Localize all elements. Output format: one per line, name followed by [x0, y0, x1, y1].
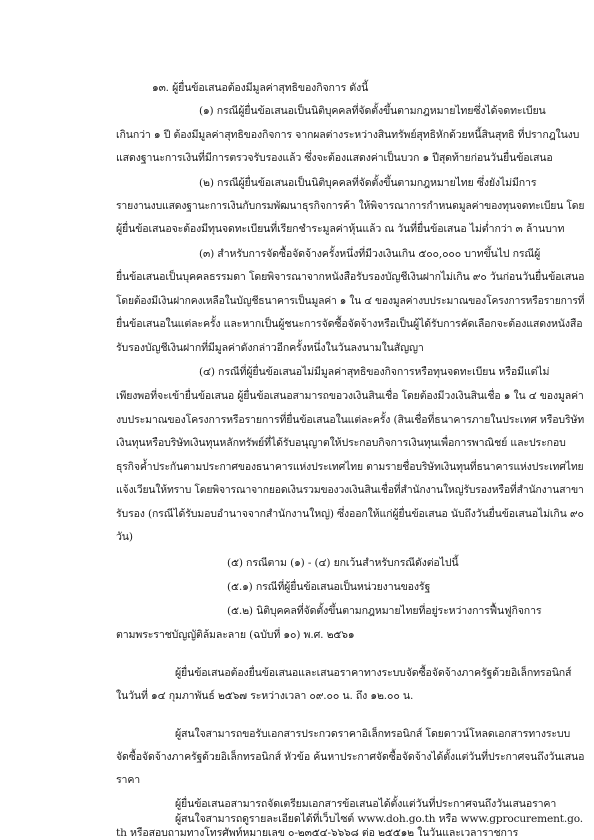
clause-4-line-5: ธุรกิจค้ำประกันตามประกาศของธนาคารแห่งประเทศไทย ตามรายชื่อบริษัทเงินทุนที่ธนาคารแห่งประเทศไทย: [116, 461, 584, 473]
clause-4-line-3: งบประมาณของโครงการหรือรายการที่ยื่นข้อเสนอในแต่ละครั้ง (สินเชื่อที่ธนาคารภายในประเทศ หรือบริษัท: [116, 414, 585, 426]
clause-5-1: (๕.๑) กรณีที่ผู้ยื่นข้อเสนอเป็นหน่วยงานของรัฐ: [227, 581, 431, 593]
clause-2-line-2: รายงานงบแสดงฐานะการเงินกับกรมพัฒนาธุรกิจการค้า ให้พิจารณาการกำหนดมูลค่าของทุนจดทะเบียน โดย: [116, 200, 585, 212]
clause-2-line-1: (๒) กรณีผู้ยื่นข้อเสนอเป็นนิติบุคคลที่จัดตั้งขึ้นตามกฎหมายไทย ซึ่งยังไม่มีการ: [199, 177, 537, 189]
clause-1-line-3: แสดงฐานะการเงินที่มีการตรวจรับรองแล้ว ซึ่งจะต้องแสดงค่าเป็นบวก ๑ ปีสุดท้ายก่อนวันยื่นข้อเสนอ: [116, 152, 553, 164]
clause-4-line-8: วัน): [116, 531, 133, 543]
clause-1-line-1: (๑) กรณีผู้ยื่นข้อเสนอเป็นนิติบุคคลที่จัดตั้งขึ้นตามกฎหมายไทยซึ่งได้จดทะเบียน: [199, 105, 546, 117]
clause-3-line-4: ยื่นข้อเสนอในแต่ละครั้ง และหากเป็นผู้ชนะการจัดซื้อจัดจ้างหรือเป็นผู้ได้รับการคัดเลือกจะต้องแสดงหนังสือ: [116, 318, 583, 330]
clause-4-line-2: เพียงพอที่จะเข้ายื่นข้อเสนอ ผู้ยื่นข้อเสนอสามารถขอวงเงินสินเชื่อ โดยต้องมีวงเงินสินเชื่อ ๑ ใน ๔ ของมูลค่า: [116, 390, 584, 402]
clause-4-line-4: เงินทุนหรือบริษัทเงินทุนหลักทรัพย์ที่ได้รับอนุญาตให้ประกอบกิจการเงินทุนเพื่อการพาณิชย์ และประกอบ: [116, 437, 566, 449]
preparation-note: ผู้ยื่นข้อเสนอสามารถจัดเตรียมเอกสารข้อเสนอได้ตั้งแต่วันที่ประกาศจนถึงวันเสนอราคา: [175, 798, 557, 810]
clause-4-line-7: รับรอง (กรณีได้รับมอบอำนาจจากสำนักงานใหญ่) ซึ่งออกให้แก่ผู้ยื่นข้อเสนอ นับถึงวันยื่นข้อเสนอไม่เกิน ๙๐: [116, 508, 584, 520]
clause-2-line-3: ผู้ยื่นข้อเสนอจะต้องมีทุนจดทะเบียนที่เรียกชำระมูลค่าหุ้นแล้ว ณ วันที่ยื่นข้อเสนอ ไม่ต่ำกว่า ๓ ล้านบาท: [116, 223, 565, 235]
clause-5-line-1: (๕) กรณีตาม (๑) - (๔) ยกเว้นสำหรับกรณีดังต่อไปนี้: [227, 557, 459, 569]
submission-line-2: ในวันที่ ๑๔ กุมภาพันธ์ ๒๕๖๗ ระหว่างเวลา ๐๙.๐๐ น. ถึง ๑๒.๐๐ น.: [116, 690, 414, 702]
section-heading: ๑๓. ผู้ยื่นข้อเสนอต้องมีมูลค่าสุทธิของกิจการ ดังนี้: [152, 82, 369, 94]
clause-3-line-2: ยื่นข้อเสนอเป็นบุคคลธรรมดา โดยพิจารณาจากหนังสือรับรองบัญชีเงินฝากไม่เกิน ๙๐ วันก่อนวันยื่นข้อเสนอ: [116, 271, 585, 283]
clause-3-line-3: โดยต้องมีเงินฝากคงเหลือในบัญชีธนาคารเป็นมูลค่า ๑ ใน ๔ ของมูลค่างบประมาณของโครงการหรือรายการที่: [116, 295, 585, 307]
clause-4-line-6: แจ้งเวียนให้ทราบ โดยพิจารณาจากยอดเงินรวมของวงเงินสินเชื่อที่สำนักงานใหญ่รับรองหรือที่สำนักงานสาขา: [116, 484, 584, 496]
clause-4-line-1: (๔) กรณีที่ผู้ยื่นข้อเสนอไม่มีมูลค่าสุทธิของกิจการหรือทุนจดทะเบียน หรือมีแต่ไม่: [199, 366, 550, 378]
submission-line-1: ผู้ยื่นข้อเสนอต้องยื่นข้อเสนอและเสนอราคาทางระบบจัดซื้อจัดจ้างภาครัฐด้วยอิเล็กทรอนิกส์: [175, 667, 572, 679]
clause-3-line-5: รับรองบัญชีเงินฝากที่มีมูลค่าดังกล่าวอีกครั้งหนึ่งในวันลงนามในสัญญา: [116, 342, 424, 354]
clause-3-line-1: (๓) สำหรับการจัดซื้อจัดจ้างครั้งหนึ่งที่มีวงเงินเกิน ๕๐๐,๐๐๐ บาทขึ้นไป กรณีผู้: [199, 248, 541, 260]
document-request-line-1: ผู้สนใจสามารถขอรับเอกสารประกวดราคาอิเล็กทรอนิกส์ โดยดาวน์โหลดเอกสารทางระบบ: [175, 728, 571, 740]
clause-1-line-2: เกินกว่า ๑ ปี ต้องมีมูลค่าสุทธิของกิจการ จากผลต่างระหว่างสินทรัพย์สุทธิหักด้วยหนี้สินสุทธิ ที่ปรากฎในงบ: [116, 129, 580, 141]
document-request-line-2: จัดซื้อจัดจ้างภาครัฐด้วยอิเล็กทรอนิกส์ หัวข้อ ค้นหาประกาศจัดซื้อจัดจ้างได้ตั้งแต่วันที่ประกาศจนถึงวันเสนอ: [116, 751, 585, 763]
contact-line-2: th หรือสอบถามทางโทรศัพท์หมายเลข ๐-๒๓๕๔-๖๖๖๘ ต่อ ๒๕๕๑๒ ในวันและเวลาราชการ: [116, 827, 519, 839]
clause-5-2-line-2: ตามพระราชบัญญัติล้มละลาย (ฉบับที่ ๑๐) พ.ศ. ๒๕๖๑: [116, 629, 355, 641]
document-request-line-3: ราคา: [116, 774, 141, 786]
clause-5-2-line-1: (๕.๒) นิติบุคคลที่จัดตั้งขึ้นตามกฎหมายไทยที่อยู่ระหว่างการฟื้นฟูกิจการ: [227, 605, 542, 617]
contact-line-1: ผู้สนใจสามารถดูรายละเอียดได้ที่เว็บไซต์ www.doh.go.th หรือ www.gprocurement.go.: [175, 813, 583, 825]
